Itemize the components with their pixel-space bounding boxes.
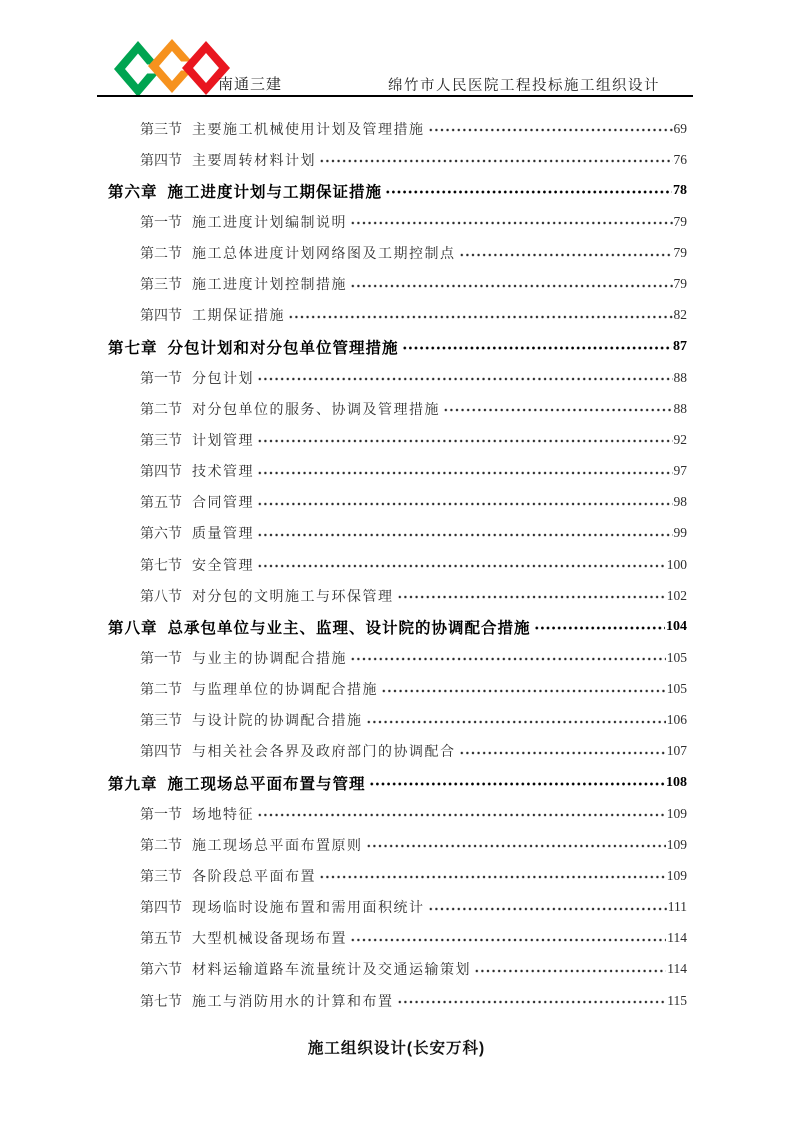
toc-entry-dot-leader	[350, 642, 666, 673]
toc-entry-page-number: 87	[673, 338, 687, 354]
toc-entry-label: 第六章	[108, 183, 158, 201]
toc-entry[interactable]	[108, 798, 687, 829]
toc-entry[interactable]	[108, 487, 687, 518]
toc-entry-title: 与相关社会各界及政府部门的协调配合	[192, 745, 456, 761]
toc-entry-page-number: 76	[673, 151, 687, 167]
toc-entry-page-number: 115	[667, 992, 687, 1008]
toc-entry[interactable]	[108, 393, 687, 424]
toc-entry-dot-leader	[257, 487, 673, 518]
toc-entry[interactable]	[108, 736, 687, 767]
toc-entry-dot-leader	[288, 300, 673, 331]
toc-entry-title: 工期保证措施	[192, 309, 285, 325]
toc-entry-title: 合同管理	[192, 496, 254, 512]
toc-entry-title: 施工进度计划与工期保证措施	[167, 183, 383, 201]
toc-entry-page-number: 109	[666, 805, 687, 821]
toc-entry-page-number: 78	[673, 182, 687, 198]
toc-entry-dot-leader	[319, 860, 666, 891]
toc-entry-page-number: 82	[673, 307, 687, 323]
toc-entry-dot-leader	[397, 580, 666, 611]
toc-entry-page-number: 99	[673, 525, 687, 541]
toc-entry-page-number: 69	[673, 120, 687, 136]
toc-entry-title: 分包计划和对分包单位管理措施	[167, 339, 399, 357]
toc-entry-title: 施工进度计划编制说明	[192, 215, 347, 231]
toc-entry-dot-leader	[397, 985, 667, 1016]
toc-entry[interactable]	[108, 611, 687, 642]
toc-entry-dot-leader	[534, 611, 665, 642]
toc-entry[interactable]	[108, 985, 687, 1016]
toc-entry-page-number: 88	[673, 400, 687, 416]
toc-entry-dot-leader	[459, 736, 666, 767]
toc-entry-page-number: 102	[666, 587, 687, 603]
toc-entry[interactable]	[108, 300, 687, 331]
toc-entry-dot-leader	[350, 269, 673, 300]
toc-entry-page-number: 111	[667, 899, 687, 915]
toc-entry-page-number: 109	[666, 867, 687, 883]
toc-entry[interactable]	[108, 144, 687, 175]
toc-entry-dot-leader	[385, 175, 672, 206]
toc-entry-label: 第二节	[140, 683, 182, 699]
toc-entry-dot-leader	[257, 456, 673, 487]
toc-entry[interactable]	[108, 206, 687, 237]
toc-entry-label: 第四节	[140, 901, 182, 917]
toc-entry-title: 材料运输道路车流量统计及交通运输策划	[192, 963, 471, 979]
toc-entry-dot-leader	[350, 923, 666, 954]
toc-entry-title: 计划管理	[192, 433, 254, 449]
toc-entry[interactable]	[108, 829, 687, 860]
company-logo-icon	[112, 39, 232, 98]
toc-entry-dot-leader	[319, 144, 673, 175]
toc-entry[interactable]	[108, 923, 687, 954]
toc-entry-page-number: 97	[673, 463, 687, 479]
toc-entry-dot-leader	[428, 113, 673, 144]
toc-entry-page-number: 98	[673, 494, 687, 510]
toc-entry-label: 第一节	[140, 215, 182, 231]
toc-entry-label: 第九章	[108, 775, 158, 793]
toc-entry-title: 主要施工机械使用计划及管理措施	[192, 122, 425, 138]
toc-entry-dot-leader	[381, 674, 666, 705]
toc-entry[interactable]	[108, 175, 687, 206]
toc-entry-page-number: 106	[666, 712, 687, 728]
toc-entry-label: 第七节	[140, 994, 182, 1010]
toc-entry-title: 施工进度计划控制措施	[192, 278, 347, 294]
toc-entry[interactable]	[108, 954, 687, 985]
toc-entry-page-number: 114	[667, 930, 687, 946]
toc-entry-dot-leader	[402, 331, 672, 362]
toc-entry[interactable]	[108, 767, 687, 798]
toc-entry-label: 第八节	[140, 589, 182, 605]
toc-entry-page-number: 107	[666, 743, 687, 759]
toc-entry[interactable]	[108, 456, 687, 487]
toc-entry-title: 场地特征	[192, 807, 254, 823]
toc-entry-page-number: 79	[673, 276, 687, 292]
toc-entry-dot-leader	[257, 362, 673, 393]
toc-entry-dot-leader	[257, 518, 673, 549]
toc-entry-label: 第四节	[140, 153, 182, 169]
toc-entry[interactable]	[108, 705, 687, 736]
toc-entry[interactable]	[108, 642, 687, 673]
toc-entry-title: 技术管理	[192, 465, 254, 481]
toc-entry-dot-leader	[369, 767, 665, 798]
toc-entry-label: 第一节	[140, 371, 182, 387]
toc-entry-title: 施工与消防用水的计算和布置	[192, 994, 394, 1010]
toc-entry-dot-leader	[350, 206, 673, 237]
toc-entry-label: 第一节	[140, 807, 182, 823]
toc-entry-title: 现场临时设施布置和需用面积统计	[192, 901, 425, 917]
toc-entry-title: 施工总体进度计划网络图及工期控制点	[192, 247, 456, 263]
toc-entry-dot-leader	[366, 829, 666, 860]
toc-entry-label: 第二节	[140, 247, 182, 263]
toc-entry-dot-leader	[366, 705, 666, 736]
toc-entry-page-number: 79	[673, 213, 687, 229]
toc-entry-dot-leader	[257, 798, 666, 829]
toc-entry-page-number: 100	[666, 556, 687, 572]
toc-entry-dot-leader	[428, 892, 667, 923]
toc-entry-page-number: 108	[666, 774, 687, 790]
toc-entry-dot-leader	[443, 393, 673, 424]
toc-entry-title: 安全管理	[192, 558, 254, 574]
toc-entry-page-number: 105	[666, 681, 687, 697]
toc-entry-page-number: 109	[666, 836, 687, 852]
toc-entry[interactable]	[108, 549, 687, 580]
toc-entry-label: 第七节	[140, 558, 182, 574]
toc-entry-dot-leader	[459, 238, 673, 269]
toc-entry[interactable]	[108, 674, 687, 705]
toc-entry-title: 质量管理	[192, 527, 254, 543]
toc-entry-label: 第四节	[140, 465, 182, 481]
toc-entry-label: 第五节	[140, 932, 182, 948]
toc-entry-label: 第六节	[140, 527, 182, 543]
toc-entry-page-number: 79	[673, 245, 687, 261]
toc-entry-page-number: 88	[673, 369, 687, 385]
toc-entry-page-number: 92	[673, 431, 687, 447]
toc-entry-label: 第八章	[108, 619, 158, 637]
toc-entry[interactable]	[108, 362, 687, 393]
toc-entry-title: 各阶段总平面布置	[192, 869, 316, 885]
toc-entry-title: 对分包单位的服务、协调及管理措施	[192, 402, 440, 418]
toc-entry[interactable]	[108, 238, 687, 269]
toc-entry-title: 施工现场总平面布置原则	[192, 838, 363, 854]
toc-entry-title: 主要周转材料计划	[192, 153, 316, 169]
toc-entry[interactable]	[108, 424, 687, 455]
toc-entry[interactable]	[108, 113, 687, 144]
toc-entry-page-number: 114	[667, 961, 687, 977]
toc-entry-label: 第四节	[140, 745, 182, 761]
toc-entry-label: 第三节	[140, 433, 182, 449]
toc-entry-label: 第三节	[140, 278, 182, 294]
toc-entry-label: 第二节	[140, 402, 182, 418]
toc-entry-label: 第一节	[140, 651, 182, 667]
page-footer-text: 施工组织设计(长安万科)	[307, 1040, 486, 1057]
toc-entry-label: 第三节	[140, 869, 182, 885]
toc-entry[interactable]	[108, 518, 687, 549]
toc-entry-title: 大型机械设备现场布置	[192, 932, 347, 948]
header-divider	[97, 95, 693, 97]
toc-entry[interactable]	[108, 892, 687, 923]
toc-entry-title: 分包计划	[192, 371, 254, 387]
toc-entry-label: 第三节	[140, 122, 182, 138]
toc-entry-title: 总承包单位与业主、监理、设计院的协调配合措施	[167, 619, 531, 637]
toc-entry-label: 第五节	[140, 496, 182, 512]
toc-entry-title: 与业主的协调配合措施	[192, 651, 347, 667]
toc-entry-label: 第七章	[108, 339, 158, 357]
toc-entry-dot-leader	[474, 954, 666, 985]
toc-entry[interactable]	[108, 580, 687, 611]
toc-entry-title: 与监理单位的协调配合措施	[192, 683, 378, 699]
toc-entry[interactable]	[108, 331, 687, 362]
toc-entry[interactable]	[108, 860, 687, 891]
toc-entry-label: 第二节	[140, 838, 182, 854]
toc-entry-label: 第四节	[140, 309, 182, 325]
toc-entry-dot-leader	[257, 549, 666, 580]
toc-entry-label: 第三节	[140, 714, 182, 730]
toc-entry-label: 第六节	[140, 963, 182, 979]
toc-entry-page-number: 105	[666, 649, 687, 665]
toc-entry-dot-leader	[257, 424, 673, 455]
toc-list	[108, 113, 687, 1016]
toc-entry[interactable]	[108, 269, 687, 300]
toc-entry-page-number: 104	[666, 618, 687, 634]
project-title: 绵竹市人民医院工程投标施工组织设计	[388, 78, 660, 94]
company-name: 南通三建	[218, 77, 283, 93]
toc-entry-title: 对分包的文明施工与环保管理	[192, 589, 394, 605]
toc-entry-title: 与设计院的协调配合措施	[192, 714, 363, 730]
toc-entry-title: 施工现场总平面布置与管理	[167, 775, 366, 793]
